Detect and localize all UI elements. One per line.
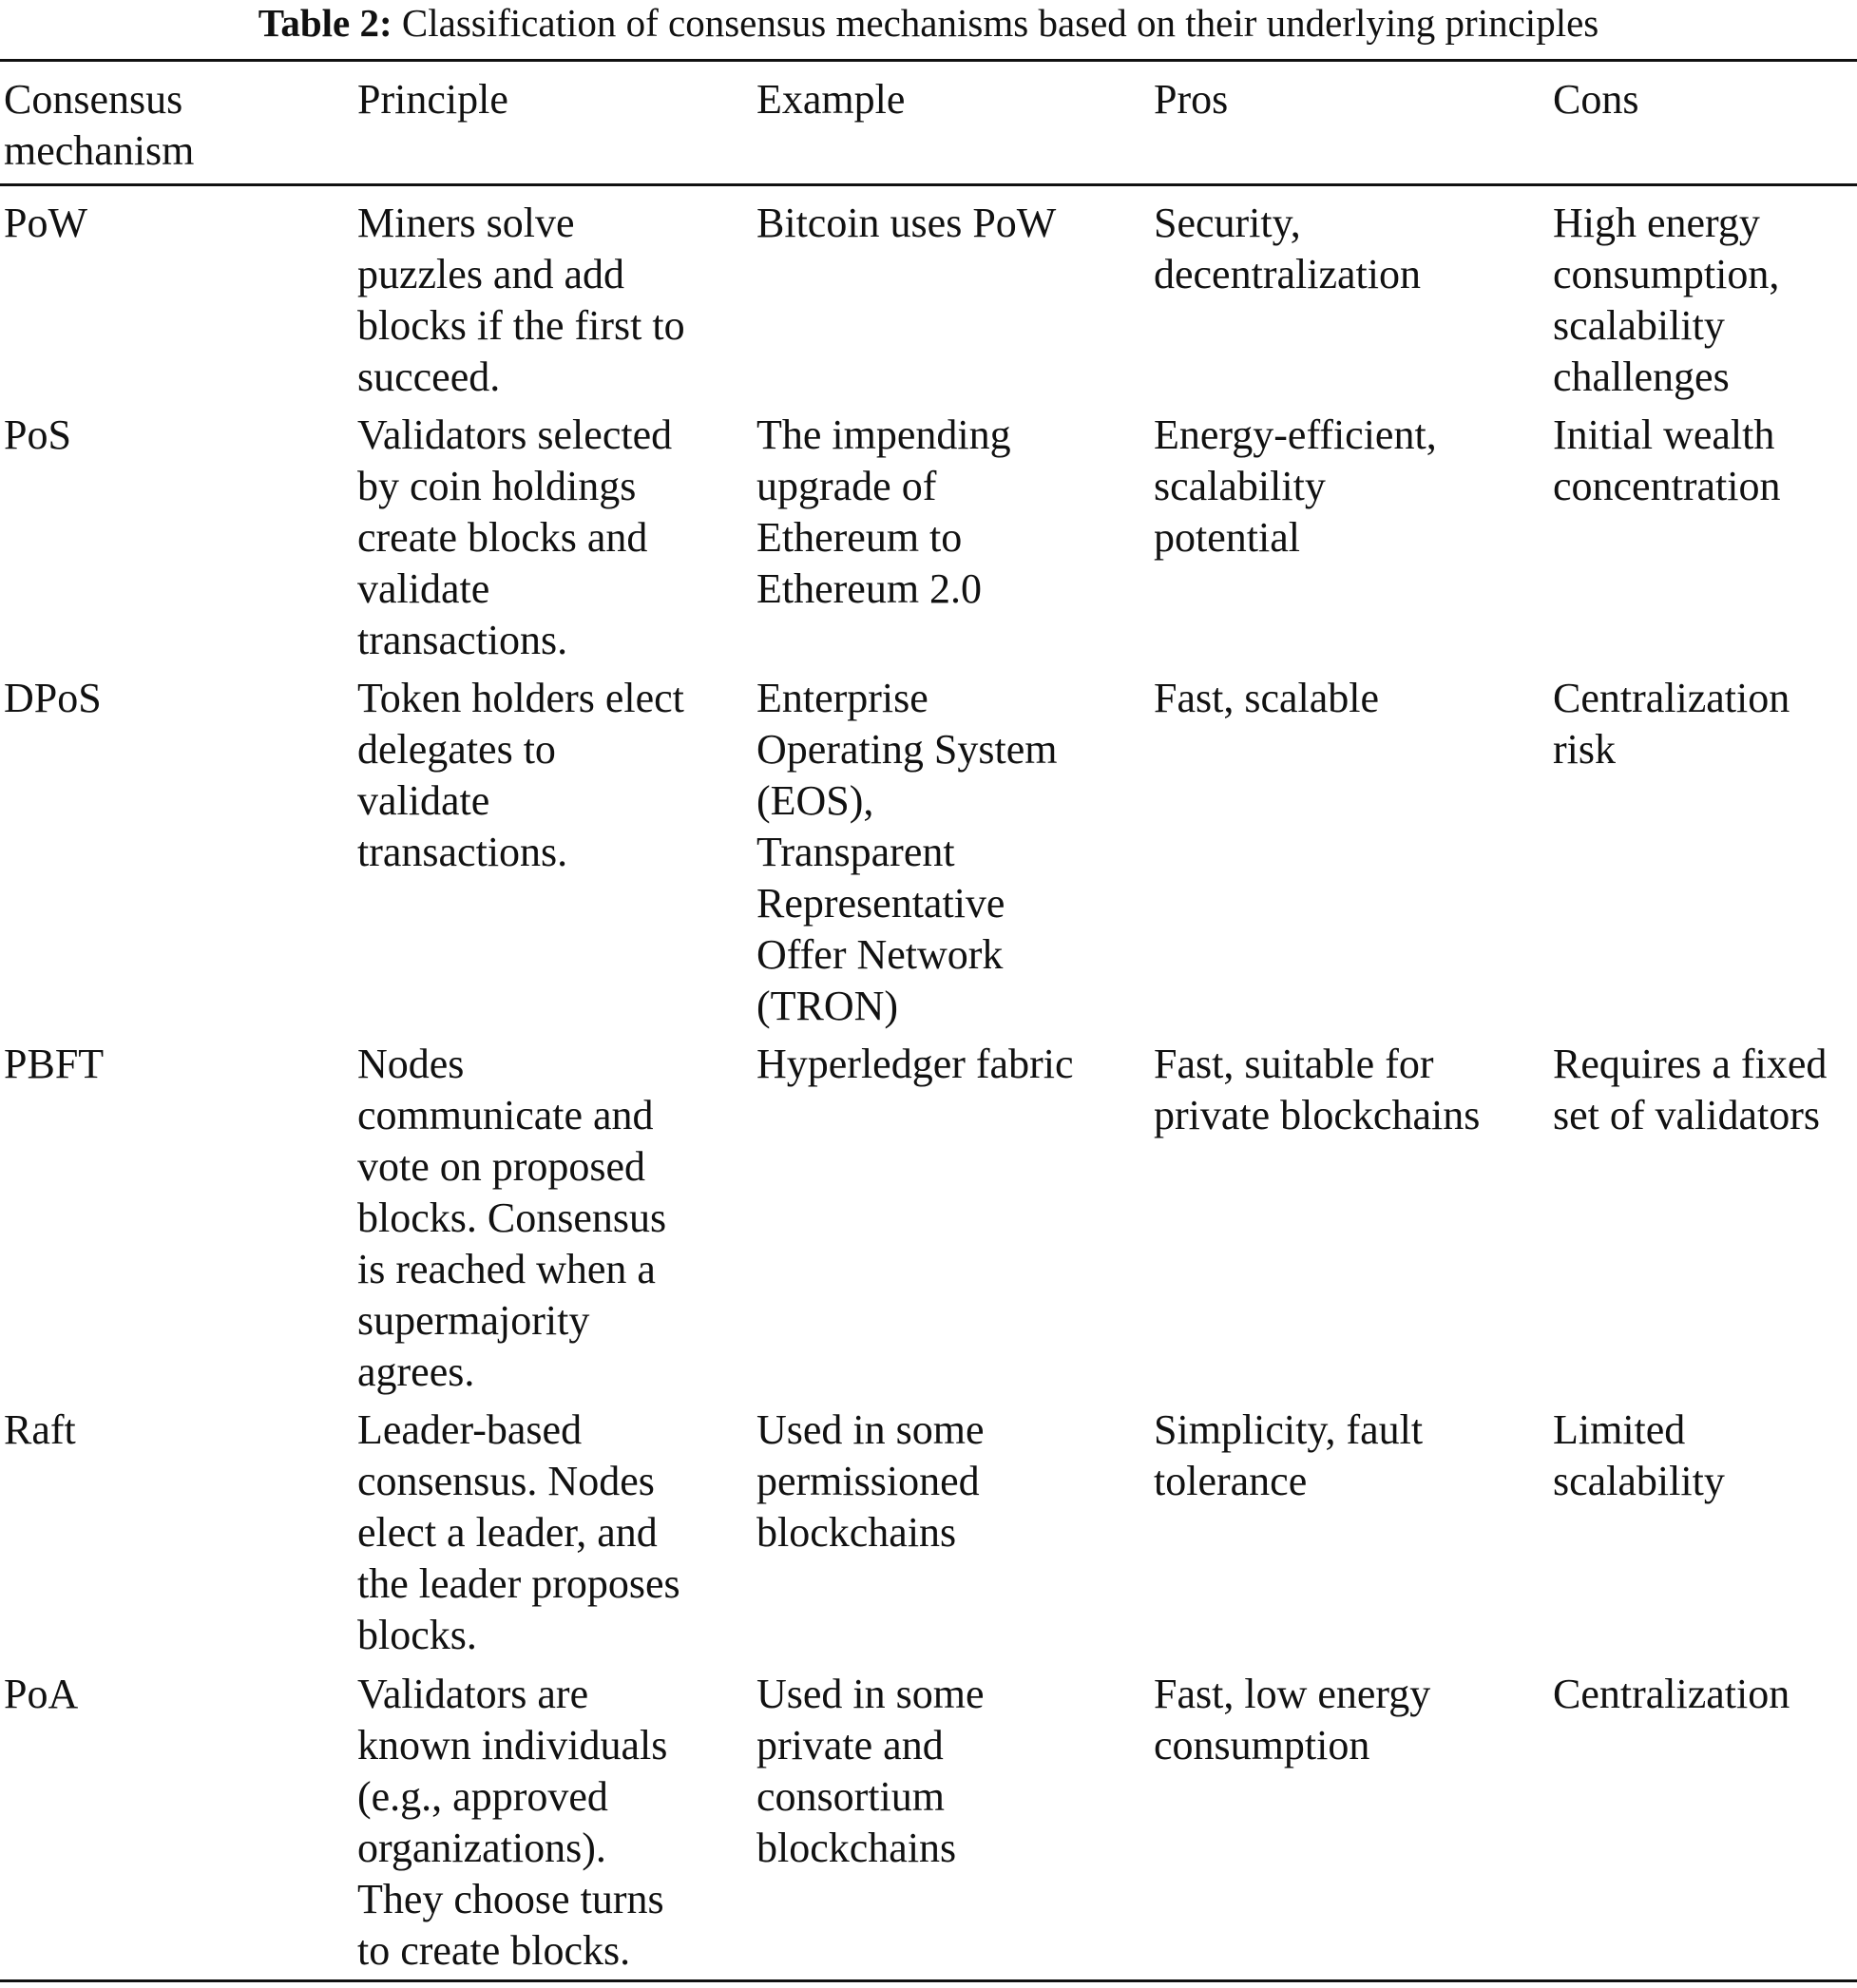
header-cell-cons: Cons <box>1553 76 1639 123</box>
cell-example: The impending upgrade of Ethereum to Ethereum 2.0 <box>756 411 1011 612</box>
header-cell-pros: Pros <box>1154 76 1229 123</box>
bottom-rule <box>0 1979 1857 1982</box>
caption-label: Table 2: <box>258 1 392 45</box>
cell-mechanism: PoS <box>4 411 71 458</box>
cell-cons: Centralization <box>1553 1671 1790 1717</box>
cell-example: Used in some private and consortium blockchains <box>756 1671 985 1871</box>
cell-cons: Initial wealth concentration <box>1553 411 1781 509</box>
cell-mechanism: DPoS <box>4 675 102 721</box>
cell-cons: Centralization risk <box>1553 675 1790 773</box>
cell-pros: Simplicity, fault tolerance <box>1154 1406 1424 1504</box>
cell-pros: Fast, low energy consumption <box>1154 1671 1431 1768</box>
header-rule <box>0 183 1857 186</box>
cell-example: Enterprise Operating System (EOS), Transparent Representative Offer Network (TRON) <box>756 675 1058 1029</box>
caption-text: Classification of consensus mechanisms based on their underlying principles <box>401 1 1599 45</box>
cell-principle: Token holders elect delegates to validate transactions. <box>357 675 684 875</box>
cell-pros: Fast, scalable <box>1154 675 1380 721</box>
cell-pros: Fast, suitable for private blockchains <box>1154 1041 1481 1138</box>
cell-example: Bitcoin uses PoW <box>756 200 1057 246</box>
header-cell-principle: Principle <box>357 76 508 123</box>
cell-cons: Limited scalability <box>1553 1406 1725 1504</box>
cell-cons: High energy consumption, scalability challenges <box>1553 200 1780 400</box>
cell-example: Hyperledger fabric <box>756 1041 1074 1087</box>
cell-mechanism: PoA <box>4 1671 79 1717</box>
cell-principle: Validators selected by coin holdings create blocks and validate transactions. <box>357 411 673 663</box>
cell-principle: Miners solve puzzles and add blocks if the first to succeed. <box>357 200 685 400</box>
cell-principle: Nodes communicate and vote on proposed blocks. Consensus is reached when a supermajority agrees. <box>357 1041 667 1395</box>
cell-mechanism: PBFT <box>4 1041 105 1087</box>
table-caption <box>0 0 1857 49</box>
cell-principle: Leader-based consensus. Nodes elect a leader, and the leader proposes blocks. <box>357 1406 680 1658</box>
cell-mechanism: PoW <box>4 200 87 246</box>
header-cell-mechanism: Consensus mechanism <box>4 76 195 174</box>
cell-mechanism: Raft <box>4 1406 76 1453</box>
cell-example: Used in some permissioned blockchains <box>756 1406 985 1556</box>
cell-pros: Energy-efficient, scalability potential <box>1154 411 1437 561</box>
header-cell-example: Example <box>756 76 906 123</box>
cell-principle: Validators are known individuals (e.g., approved organizations). They choose turns to create blocks. <box>357 1671 668 1974</box>
cell-cons: Requires a fixed set of validators <box>1553 1041 1828 1138</box>
cell-pros: Security, decentralization <box>1154 200 1421 297</box>
top-rule <box>0 59 1857 62</box>
